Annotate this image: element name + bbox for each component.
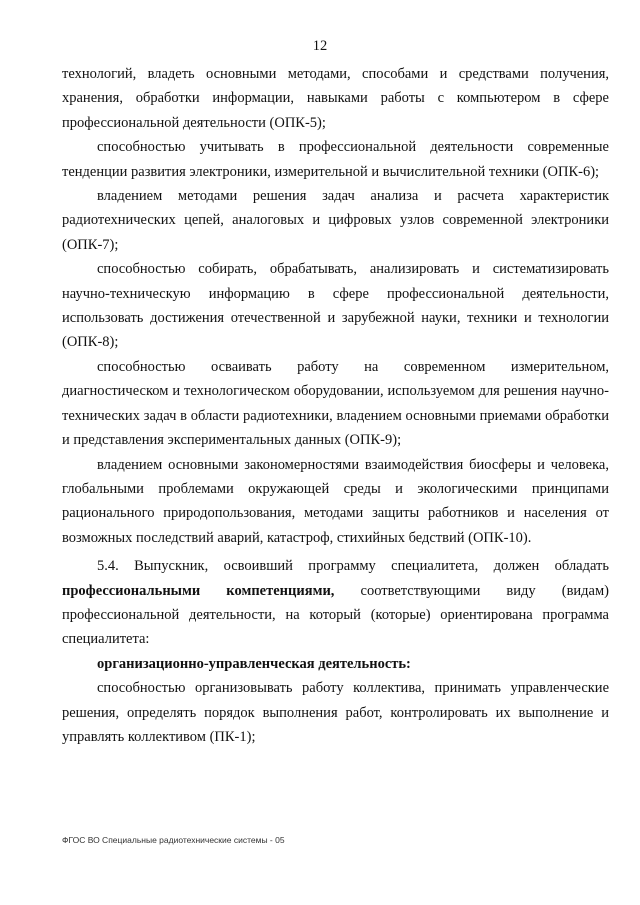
- section-heading: организационно-управленческая деятельность:: [97, 655, 411, 672]
- paragraph-pk1: способностью организовывать работу коллектива, принимать управленческие решения, определять порядок выполнения работ, контролировать их выполнение и управлять коллективом (ПК-1);: [62, 680, 609, 745]
- paragraph-5-4: [62, 554, 609, 652]
- paragraph-opk9: способностью осваивать работу на современном измерительном, диагностическом и технологическом оборудовании, используемом для решения научно-технических задач в области радиотехники, владением основными приемами обработки и представления экспериментальных данных (ОПК-9);: [62, 358, 609, 449]
- paragraph-opk8: способностью собирать, обрабатывать, анализировать и систематизировать научно-техническую информацию в сфере профессиональной деятельности, использовать достижения отечественной и зарубежной науки, техники и технологии (ОПК-8);: [62, 261, 609, 351]
- page-number: 12: [312, 38, 328, 54]
- professional-competencies-term: профессиональными компетенциями,: [62, 582, 335, 599]
- document-body: [62, 62, 609, 749]
- footer-text: ФГОС ВО Специальные радиотехнические системы - 05: [62, 835, 285, 845]
- paragraph-opk6: способностью учитывать в профессиональной деятельности современные тенденции развития электроники, измерительной и вычислительной техники (ОПК-6);: [62, 139, 609, 180]
- paragraph-opk10: владением основными закономерностями взаимодействия биосферы и человека, глобальными проблемами окружающей среды и экологическими принципами рационального природопользования, методами защиты работников и населения от возможных последствий аварий, катастроф, стихийных бедствий (ОПК-10).: [62, 456, 609, 546]
- paragraph-opk7: владением методами решения задач анализа и расчета характеристик радиотехнических цепей, аналоговых и цифровых узлов современной электроники (ОПК-7);: [62, 188, 609, 253]
- paragraph-opk5: технологий, владеть основными методами, способами и средствами получения, хранения, обработки информации, навыками работы с компьютером в сфере профессиональной деятельности (ОПК-5);: [62, 66, 609, 131]
- paragraph-5-4-start: 5.4. Выпускник, освоивший программу специалитета, должен обладать: [97, 558, 609, 575]
- paragraph-5-4-end: соответствующими виду (видам) профессиональной деятельности, на который (которые) ориентирована программа специалитета:: [62, 582, 609, 648]
